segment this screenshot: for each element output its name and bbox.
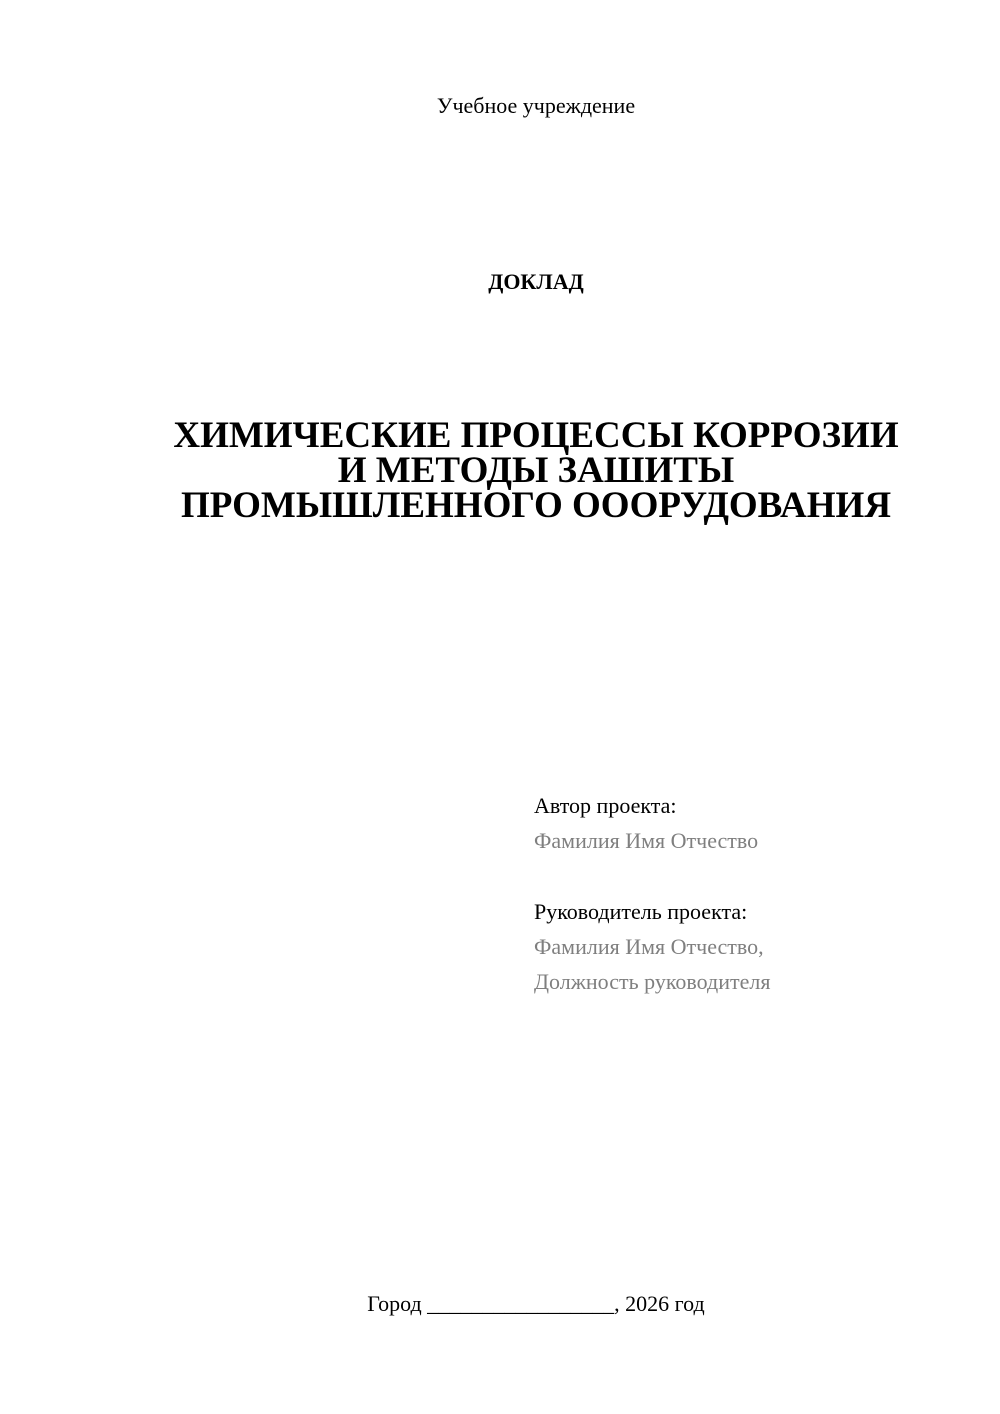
institution-name: Учебное учреждение (436, 93, 636, 118)
supervisor-position: Должность руководителя (534, 969, 771, 994)
author-name: Фамилия Имя Отчество (534, 828, 759, 853)
title-line-2: И МЕТОДЫ ЗАШИТЫ (337, 450, 735, 491)
document-title (130, 415, 942, 526)
credits-block (534, 788, 974, 999)
author-label: Автор проекта: (534, 793, 677, 818)
title-line-1: ХИМИЧЕСКИЕ ПРОЦЕССЫ КОРРОЗИИ (173, 415, 899, 456)
credits-spacer (534, 858, 974, 894)
document-type: ДОКЛАД (488, 269, 584, 294)
supervisor-name: Фамилия Имя Отчество, (534, 934, 764, 959)
city-year-line: Город _________________, 2026 год (367, 1291, 705, 1316)
supervisor-label: Руководитель проекта: (534, 899, 748, 924)
title-line-3: ПРОМЫШЛЕННОГО ОООРУДОВАНИЯ (180, 485, 892, 526)
